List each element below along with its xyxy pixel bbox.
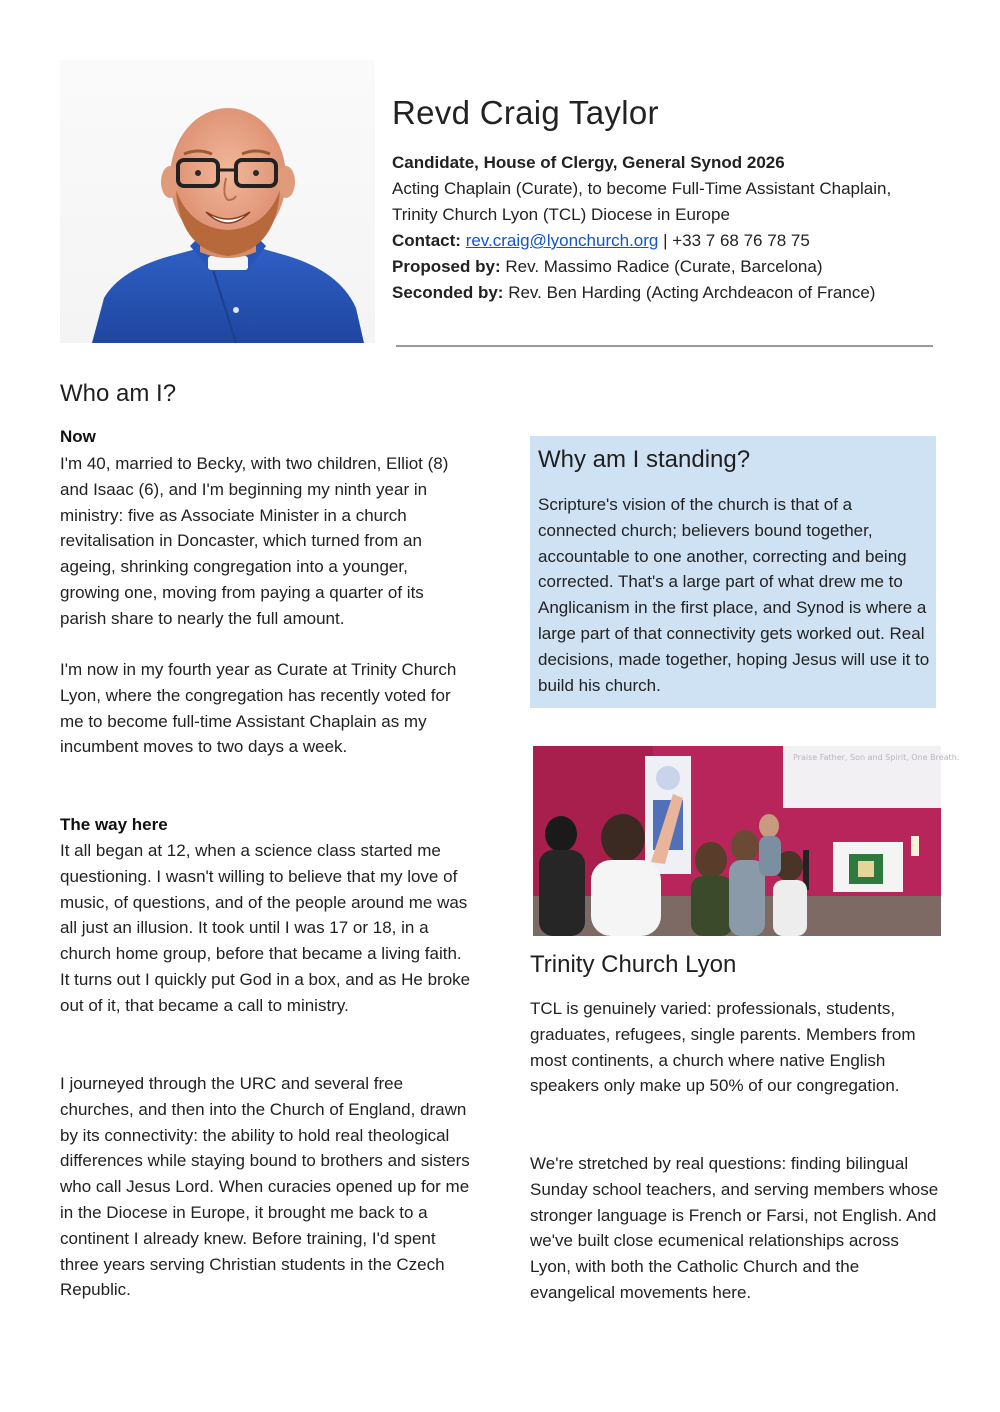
way-here-paragraph-2: I journeyed through the URC and several free churches, and then into the Church of England, drawn by its connectivity: the ability to hold real theological differences while staying bound to brothers and sisters who call Jesus Lord. When curacies opened up for me in the Diocese in Europe, it brought me back to a continent I already knew. Before training, I'd spent three years serving Christian students in the Czech Republic. bbox=[60, 1074, 470, 1300]
email-link[interactable]: rev.craig@lyonchurch.org bbox=[465, 231, 659, 250]
candidacy-line: Candidate, House of Clergy, General Synod 2026 bbox=[392, 153, 785, 172]
proposed-line bbox=[392, 254, 952, 280]
now-paragraph-1: I'm 40, married to Becky, with two children, Elliot (8) and Isaac (6), and I'm beginning my ninth year in ministry: five as Associate Minister in a church revitalisation in Doncaster, which turned from an ageing, shrinking congregation into a younger, growing one, moving from paying a quarter of its parish share to nearly the full amount. bbox=[60, 454, 449, 628]
contact-label: Contact: bbox=[392, 231, 461, 250]
why-standing-heading: Why am I standing? bbox=[538, 446, 751, 473]
proposed-value: Rev. Massimo Radice (Curate, Barcelona) bbox=[500, 257, 823, 276]
role-line-2: Trinity Church Lyon (TCL) Diocese in Europe bbox=[392, 205, 730, 224]
seconded-label: Seconded by: bbox=[392, 283, 504, 302]
seconded-line bbox=[392, 280, 952, 306]
candidate-info bbox=[392, 150, 952, 306]
now-heading: Now bbox=[60, 427, 96, 446]
role-line-1: Acting Chaplain (Curate), to become Full-Time Assistant Chaplain, bbox=[392, 179, 892, 198]
header-divider bbox=[396, 345, 933, 347]
way-here-heading: The way here bbox=[60, 815, 168, 834]
portrait-photo bbox=[60, 60, 375, 343]
who-am-i-heading: Who am I? bbox=[60, 380, 177, 407]
seconded-value: Rev. Ben Harding (Acting Archdeacon of France) bbox=[503, 283, 876, 302]
proposed-label: Proposed by: bbox=[392, 257, 501, 276]
way-here-paragraph-1: It all began at 12, when a science class started me questioning. I wasn't willing to believe that my love of music, of questions, and of the people around me was all just an illusion. It took until I was 17 or 18, in a church home group, before that became a living faith. It turns out I quickly put God in a box, and as He broke out of it, that became a call to ministry. bbox=[60, 841, 471, 1015]
candidate-name: Revd Craig Taylor bbox=[392, 94, 659, 131]
congregation-illustration bbox=[533, 746, 960, 936]
tcl-heading: Trinity Church Lyon bbox=[530, 951, 737, 978]
phone-number: | +33 7 68 76 78 75 bbox=[658, 231, 810, 250]
why-standing-text: Scripture's vision of the church is that of a connected church; believers bound together, accountable to one another, correcting and being corrected. That's a large part of what drew me to Anglicanism in the first place, and Synod is where a large part of that connectivity gets worked out. Real decisions, made together, hoping Jesus will use it to build his church. bbox=[538, 495, 930, 695]
why-standing-box bbox=[530, 436, 936, 708]
congregation-photo bbox=[533, 746, 960, 936]
tcl-paragraph-2: We're stretched by real questions: finding bilingual Sunday school teachers, and serving members whose stronger language is French or Farsi, not English. And we've built close ecumenical relationships across Lyon, with both the Catholic Church and the evangelical movements here. bbox=[530, 1154, 939, 1302]
tcl-paragraph-1: TCL is genuinely varied: professionals, students, graduates, refugees, single parents. Members from most continents, a church where native English speakers only make up 50% of our congregation. bbox=[530, 999, 916, 1096]
slide-text: Praise Father, Son and Spirit, One Breath. bbox=[793, 753, 960, 762]
portrait-illustration bbox=[60, 60, 375, 343]
now-paragraph-2: I'm now in my fourth year as Curate at Trinity Church Lyon, where the congregation has recently voted for me to become full-time Assistant Chaplain as my incumbent moves to two days a week. bbox=[60, 660, 457, 757]
contact-line bbox=[392, 228, 952, 254]
